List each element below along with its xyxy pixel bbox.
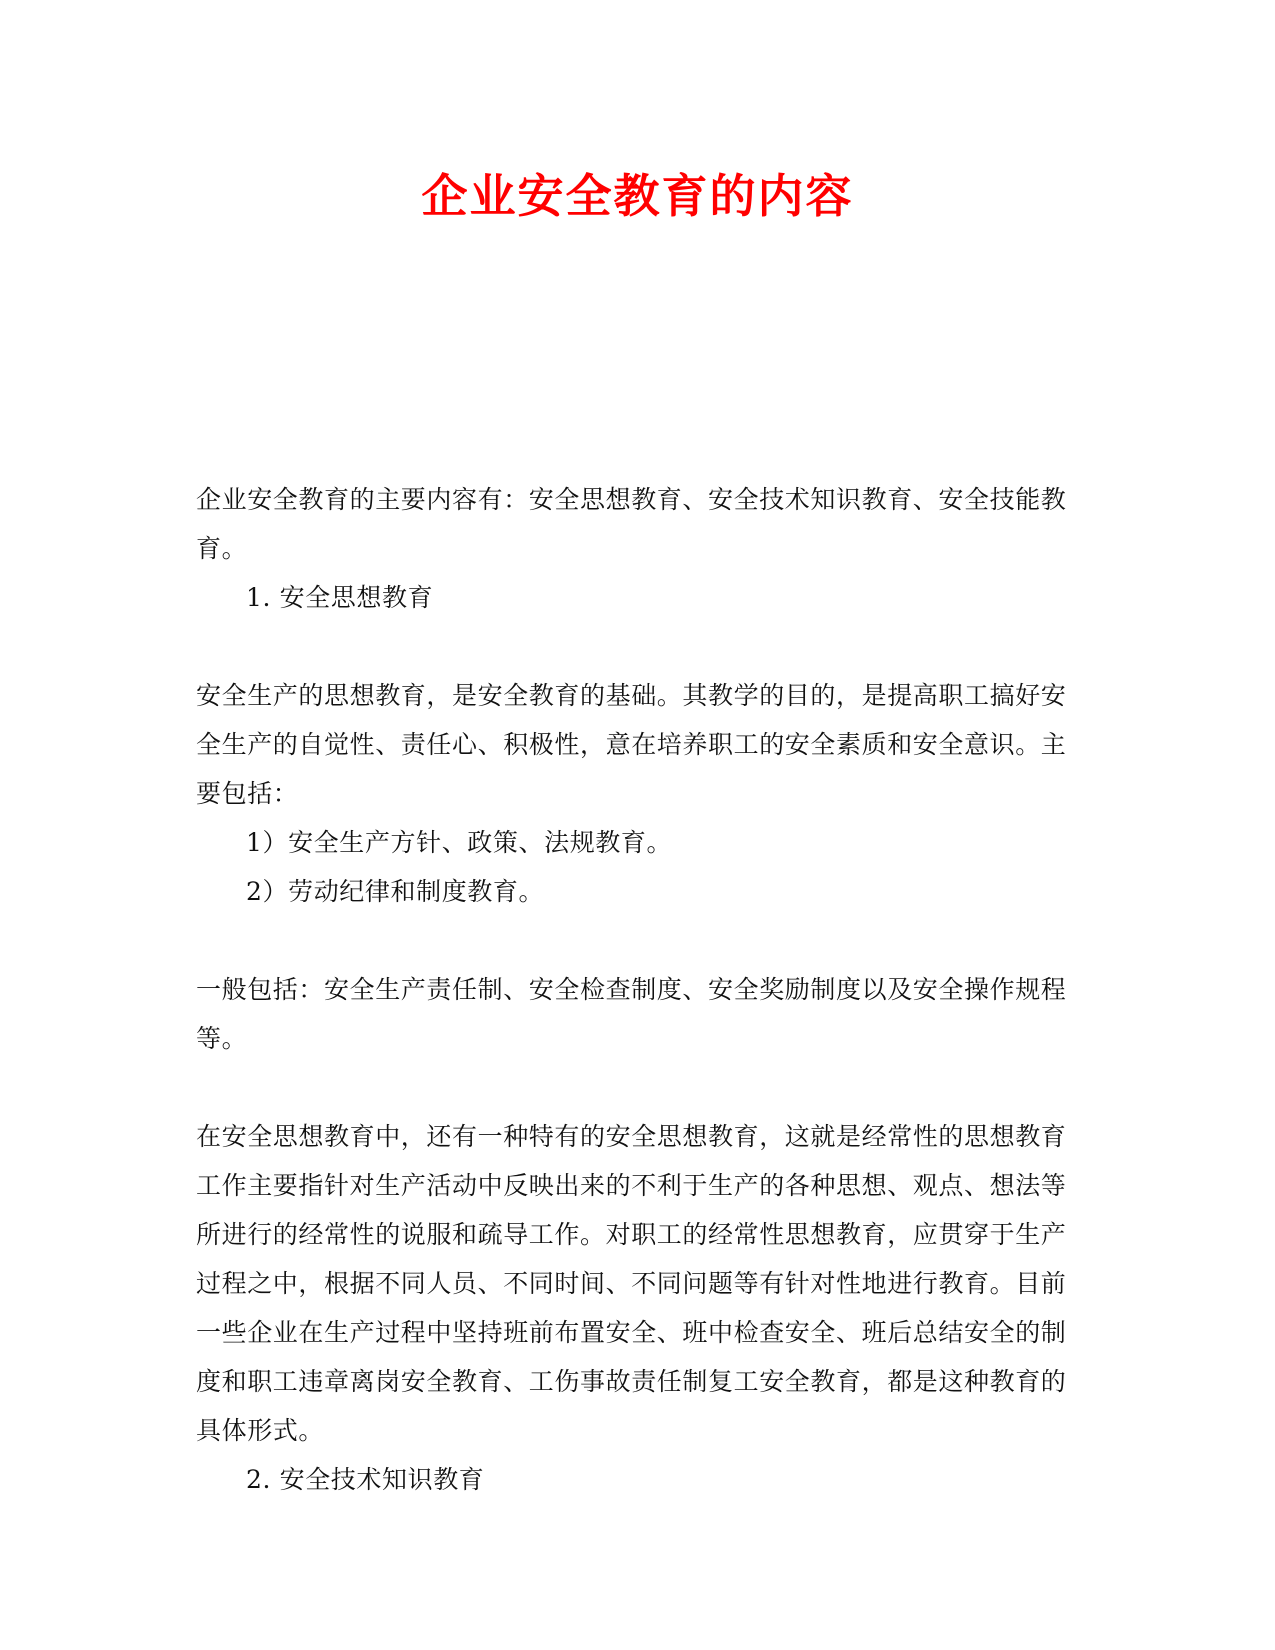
document-title: 企业安全教育的内容 bbox=[421, 169, 854, 223]
body-paragraph: 一般包括：安全生产责任制、安全检查制度、安全奖励制度以及安全操作规程等。 bbox=[196, 975, 1067, 1053]
list-item-2: 2）劳动纪律和制度教育。 bbox=[246, 877, 545, 906]
intro-paragraph: 企业安全教育的主要内容有：安全思想教育、安全技术知识教育、安全技能教育。 bbox=[196, 485, 1067, 563]
document-body bbox=[196, 475, 1076, 1504]
list-item-1: 1）安全生产方针、政策、法规教育。 bbox=[246, 828, 673, 857]
section-heading-2: 2. 安全技术知识教育 bbox=[246, 1465, 485, 1494]
section-heading-1: 1. 安全思想教育 bbox=[246, 583, 434, 612]
body-paragraph: 在安全思想教育中，还有一种特有的安全思想教育，这就是经常性的思想教育工作主要指针对生产活动中反映出来的不利于生产的各种思想、观点、想法等所进行的经常性的说服和疏导工作。对职工的经常性思想教育，应贯穿于生产过程之中，根据不同人员、不同时间、不同问题等有针对性地进行教育。目前一些企业在生产过程中坚持班前布置安全、班中检查安全、班后总结安全的制度和职工违章离岗安全教育、工伤事故责任制复工安全教育，都是这种教育的具体形式。 bbox=[196, 1122, 1067, 1445]
body-paragraph: 安全生产的思想教育，是安全教育的基础。其教学的目的，是提高职工搞好安全生产的自觉性、责任心、积极性，意在培养职工的安全素质和安全意识。主要包括： bbox=[196, 681, 1067, 808]
